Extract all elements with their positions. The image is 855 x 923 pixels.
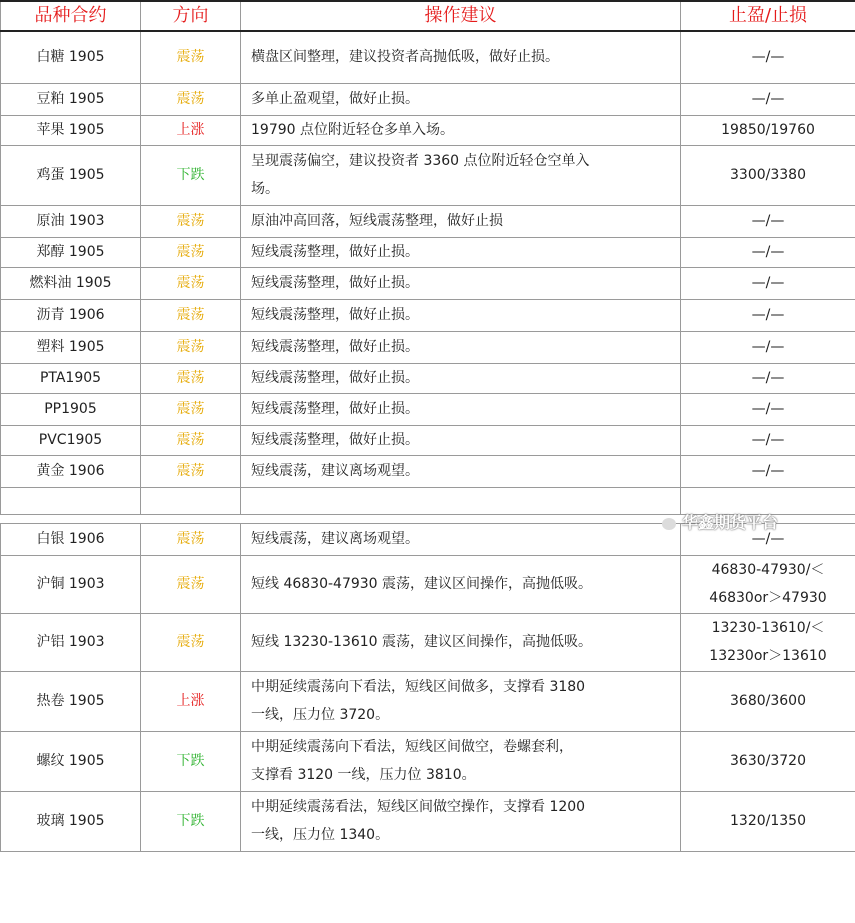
advice-cell: 多单止盈观望，做好止损。 [241, 83, 681, 115]
stop-cell: —/— [681, 363, 855, 393]
watermark-logo-icon [662, 518, 676, 530]
stop-cell: —/— [681, 425, 855, 455]
direction-cell: 下跌 [141, 145, 241, 205]
direction-cell: 震荡 [141, 83, 241, 115]
direction-cell: 震荡 [141, 555, 241, 613]
direction-cell: 震荡 [141, 299, 241, 331]
table-row [1, 299, 855, 331]
product-cell: 燃料油 1905 [1, 267, 141, 299]
table-row [1, 205, 855, 237]
table-row [1, 613, 855, 671]
advice-line: 场。 [251, 181, 279, 197]
stop-cell: —/— [681, 267, 855, 299]
stop-line: 13230-13610/＜ [711, 620, 825, 636]
direction-cell: 震荡 [141, 205, 241, 237]
table-header-row [1, 1, 855, 31]
stop-cell: —/— [681, 237, 855, 267]
stop-cell: —/— [681, 299, 855, 331]
header-product: 品种合约 [1, 1, 141, 31]
blank-cell [141, 487, 241, 514]
product-cell: 白银 1906 [1, 523, 141, 555]
table-row [1, 267, 855, 299]
advice-cell: 短线震荡，建议离场观望。 [241, 455, 681, 487]
advice-cell: 短线震荡整理，做好止损。 [241, 331, 681, 363]
stop-cell: —/— [681, 455, 855, 487]
header-advice: 操作建议 [241, 1, 681, 31]
table-row [1, 363, 855, 393]
product-cell: 郑醇 1905 [1, 237, 141, 267]
direction-cell: 震荡 [141, 613, 241, 671]
product-cell: PVC1905 [1, 425, 141, 455]
watermark-text: 华鑫期货平台 [682, 513, 779, 532]
table-row [1, 393, 855, 425]
table-row [1, 455, 855, 487]
direction-cell: 震荡 [141, 267, 241, 299]
direction-cell: 震荡 [141, 425, 241, 455]
direction-cell: 上涨 [141, 115, 241, 145]
product-cell: 黄金 1906 [1, 455, 141, 487]
stop-line: 13230or＞13610 [709, 648, 827, 664]
advice-cell [241, 791, 681, 851]
advice-cell: 短线震荡整理，做好止损。 [241, 299, 681, 331]
watermark [662, 510, 778, 533]
direction-cell: 震荡 [141, 331, 241, 363]
stop-cell: 19850/19760 [681, 115, 855, 145]
stop-cell: —/— [681, 205, 855, 237]
blank-cell [241, 487, 681, 514]
stop-cell: 3630/3720 [681, 731, 855, 791]
product-cell: 玻璃 1905 [1, 791, 141, 851]
table-row [1, 83, 855, 115]
direction-cell: 震荡 [141, 393, 241, 425]
product-cell: 苹果 1905 [1, 115, 141, 145]
table-row [1, 331, 855, 363]
advice-cell: 短线震荡整理，做好止损。 [241, 393, 681, 425]
stop-cell: —/— [681, 393, 855, 425]
direction-cell: 上涨 [141, 671, 241, 731]
table-row [1, 791, 855, 851]
stop-cell [681, 555, 855, 613]
table-row [1, 115, 855, 145]
header-direction: 方向 [141, 1, 241, 31]
product-cell: 塑料 1905 [1, 331, 141, 363]
table-row [1, 731, 855, 791]
advice-line: 中期延续震荡看法，短线区间做空操作，支撑看 1200 [251, 799, 586, 815]
table-row [1, 555, 855, 613]
advice-cell: 横盘区间整理，建议投资者高抛低吸，做好止损。 [241, 31, 681, 83]
table-row [1, 237, 855, 267]
advice-cell: 短线 46830-47930 震荡，建议区间操作，高抛低吸。 [241, 555, 681, 613]
product-cell: 鸡蛋 1905 [1, 145, 141, 205]
advice-line: 一线，压力位 1340。 [251, 827, 390, 843]
direction-cell: 震荡 [141, 455, 241, 487]
product-cell: 沪铜 1903 [1, 555, 141, 613]
product-cell: 沪铝 1903 [1, 613, 141, 671]
product-cell: PTA1905 [1, 363, 141, 393]
advice-cell: 短线震荡整理，做好止损。 [241, 425, 681, 455]
product-cell: 沥青 1906 [1, 299, 141, 331]
stop-cell: —/— [681, 31, 855, 83]
product-cell: 热卷 1905 [1, 671, 141, 731]
stop-cell: 3300/3380 [681, 145, 855, 205]
stop-cell: 3680/3600 [681, 671, 855, 731]
table-row [1, 671, 855, 731]
direction-cell: 下跌 [141, 731, 241, 791]
advice-cell: 短线震荡整理，做好止损。 [241, 267, 681, 299]
advice-cell: 短线震荡整理，做好止损。 [241, 237, 681, 267]
direction-cell: 震荡 [141, 237, 241, 267]
advice-cell: 原油冲高回落，短线震荡整理，做好止损 [241, 205, 681, 237]
direction-cell: 震荡 [141, 363, 241, 393]
product-cell: 白糖 1905 [1, 31, 141, 83]
stop-cell [681, 613, 855, 671]
advice-cell: 短线震荡整理，做好止损。 [241, 363, 681, 393]
advice-cell: 19790 点位附近轻仓多单入场。 [241, 115, 681, 145]
stop-cell: —/— [681, 83, 855, 115]
stop-cell: 1320/1350 [681, 791, 855, 851]
product-cell: PP1905 [1, 393, 141, 425]
product-cell: 豆粕 1905 [1, 83, 141, 115]
advice-line: 中期延续震荡向下看法，短线区间做空，卷螺套利， [251, 739, 573, 755]
advice-line: 中期延续震荡向下看法，短线区间做多，支撑看 3180 [251, 679, 586, 695]
table-row [1, 31, 855, 83]
stop-cell: —/— [681, 331, 855, 363]
direction-cell: 下跌 [141, 791, 241, 851]
stop-line: 46830-47930/＜ [711, 562, 825, 578]
header-stop: 止盈/止损 [681, 1, 855, 31]
table-row [1, 145, 855, 205]
direction-cell: 震荡 [141, 31, 241, 83]
advice-line: 一线，压力位 3720。 [251, 707, 390, 723]
advice-cell [241, 671, 681, 731]
direction-cell: 震荡 [141, 523, 241, 555]
blank-cell [1, 487, 141, 514]
advice-cell [241, 731, 681, 791]
advice-cell: 短线震荡，建议离场观望。 [241, 523, 681, 555]
advice-line: 呈现震荡偏空，建议投资者 3360 点位附近轻仓空单入 [251, 153, 590, 169]
stop-line: 46830or＞47930 [709, 590, 827, 606]
table-row [1, 425, 855, 455]
product-cell: 原油 1903 [1, 205, 141, 237]
advice-cell: 短线 13230-13610 震荡，建议区间操作，高抛低吸。 [241, 613, 681, 671]
stop-cell: —/— [681, 523, 855, 555]
advice-line: 支撑看 3120 一线，压力位 3810。 [251, 767, 476, 783]
product-cell: 螺纹 1905 [1, 731, 141, 791]
advice-cell [241, 145, 681, 205]
